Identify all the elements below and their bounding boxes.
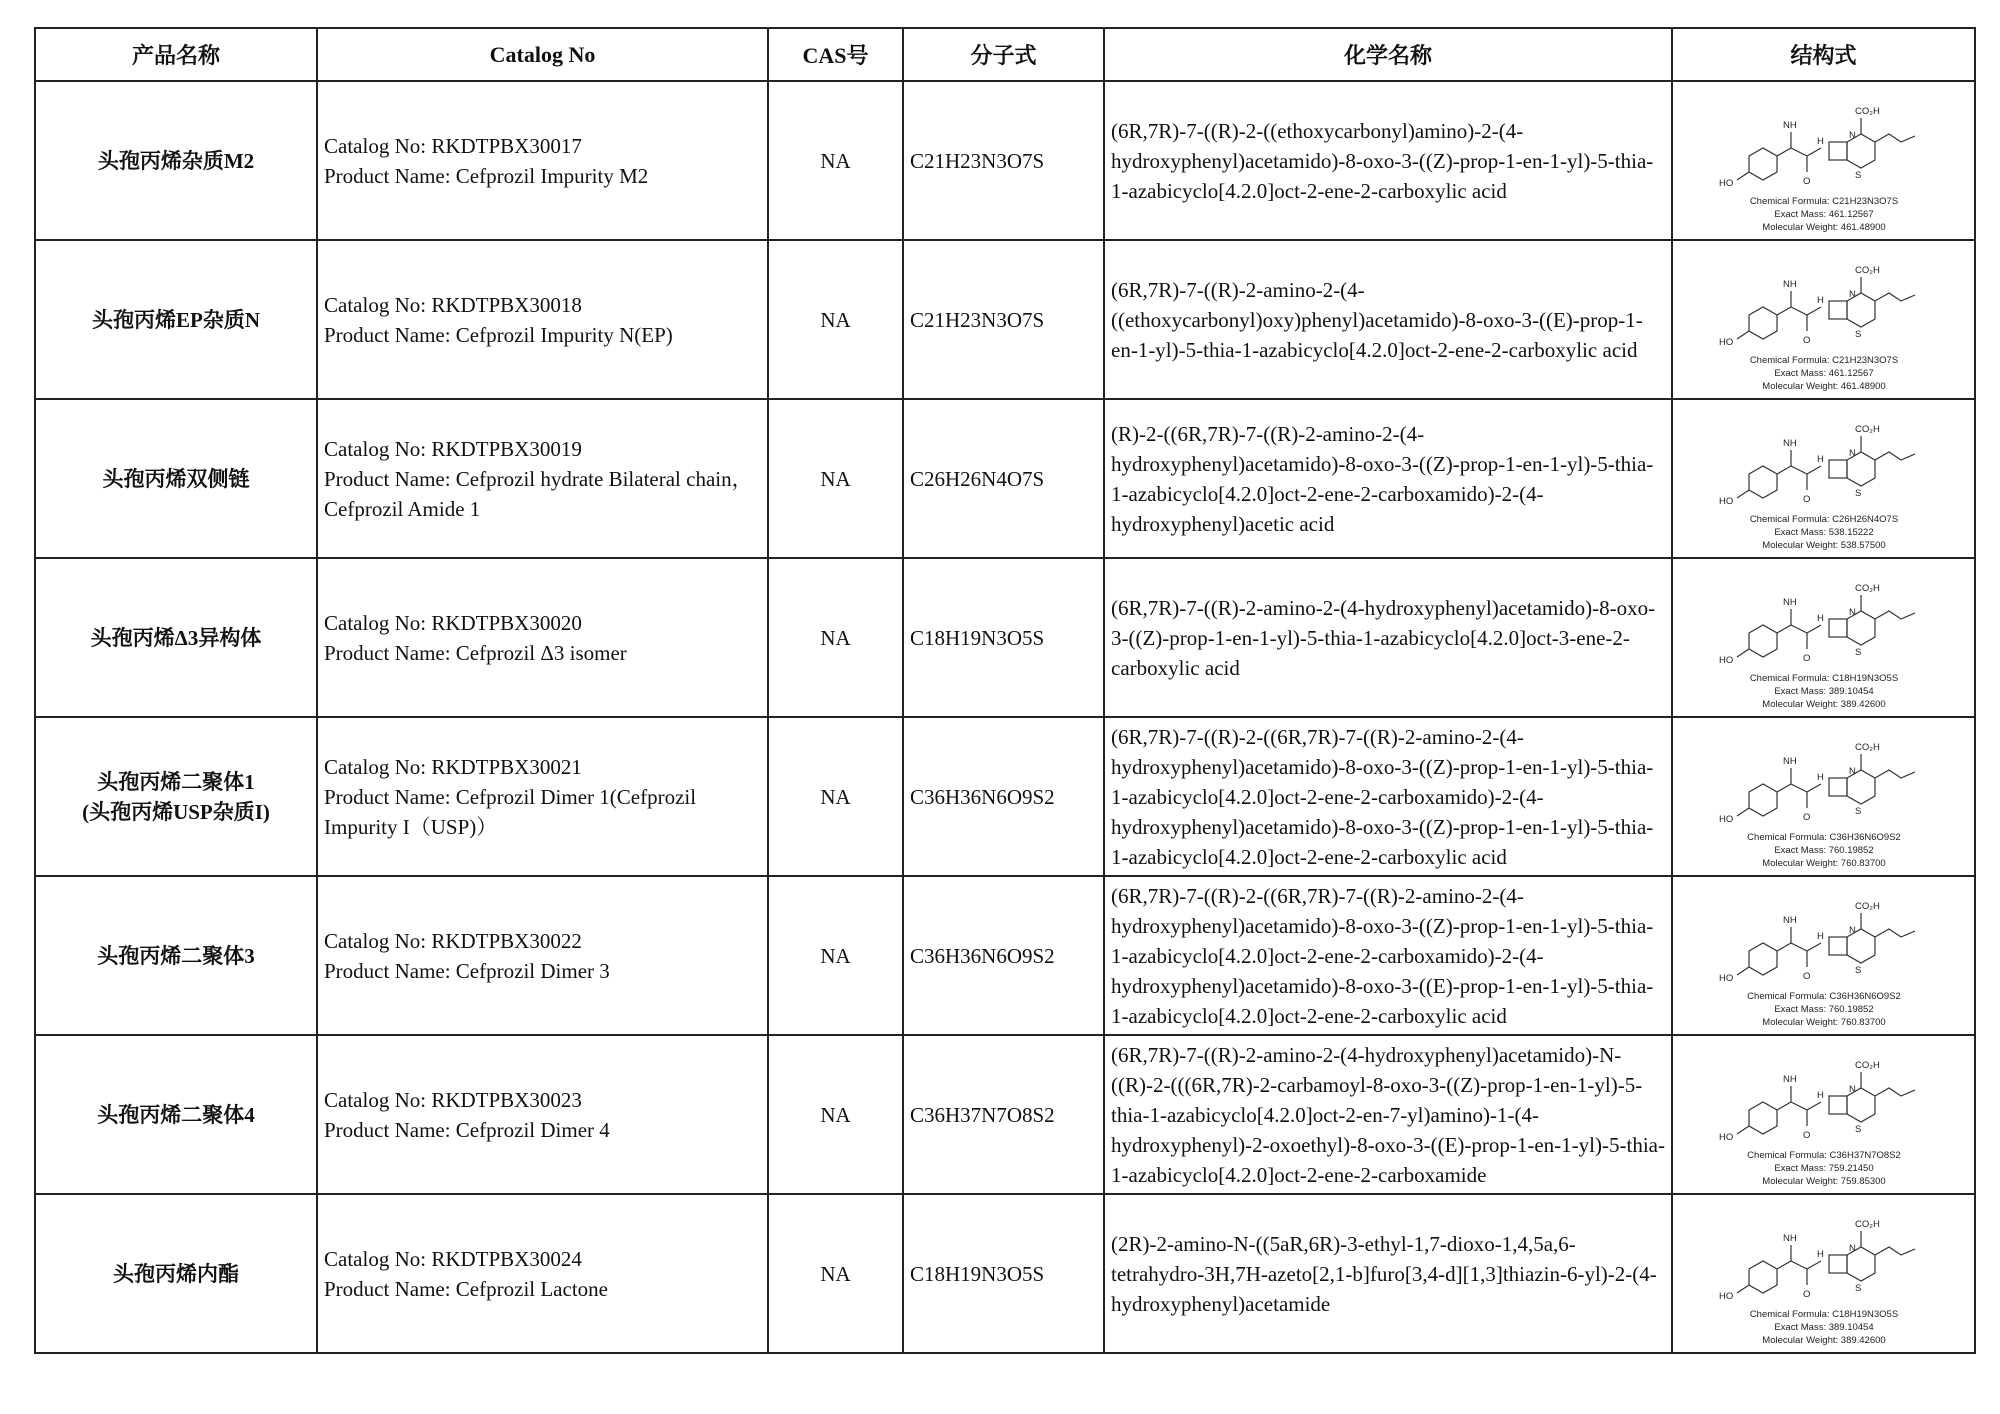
chemical-name-cell: (6R,7R)-7-((R)-2-((6R,7R)-7-((R)-2-amino-2-(4-hydroxyphenyl)acetamido)-8-oxo-3-((Z)-prop-1-en-1-yl)-5-thia-1-azabicyclo[4.2.0]oct-2-ene-2-carboxamido)-2-(4-hydroxyphenyl)acetamido)-8-oxo-3-((E)-prop-1-en-1-yl)-5-thia-1-azabicyclo[4.2.0]oct-2-ene-2-carboxylic acid	[1104, 876, 1672, 1035]
molecule-drawing	[1719, 901, 1915, 984]
formula-cell: C21H23N3O7S	[903, 81, 1104, 240]
svg-text:O: O	[1802, 1129, 1810, 1141]
catalog-cell	[317, 1035, 768, 1194]
structure-cell	[1672, 81, 1975, 240]
svg-text:S: S	[1854, 805, 1861, 817]
table-row	[35, 1194, 1975, 1353]
product-name-line: 头孢丙烯杂质M2	[97, 148, 255, 173]
cas-cell: NA	[768, 876, 903, 1035]
cas-cell: NA	[768, 399, 903, 558]
chemical-name-cell: (R)-2-((6R,7R)-7-((R)-2-amino-2-(4-hydroxyphenyl)acetamido)-8-oxo-3-((Z)-prop-1-en-1-yl)-5-thia-1-azabicyclo[4.2.0]oct-2-ene-2-carboxamido)-2-(4-hydroxyphenyl)acetic acid	[1104, 399, 1672, 558]
structure-image	[1679, 1040, 1969, 1190]
svg-text:O: O	[1802, 1288, 1810, 1300]
product-name-en: Product Name: Cefprozil Dimer 4	[324, 1117, 610, 1142]
cas-cell: NA	[768, 717, 903, 876]
svg-text:S: S	[1854, 169, 1861, 181]
chemical-name-cell: (6R,7R)-7-((R)-2-amino-2-(4-hydroxyphenyl)acetamido)-N-((R)-2-(((6R,7R)-2-carbamoyl-8-oxo-3-((Z)-prop-1-en-1-yl)-5-thia-1-azabicyclo[4.2.0]oct-2-en-7-yl)amino)-1-(4-hydroxyphenyl)-2-oxoethyl)-8-oxo-3-((E)-prop-1-en-1-yl)-5-thia-1-azabicyclo[4.2.0]oct-2-ene-2-carboxamide	[1104, 1035, 1672, 1194]
structure-cell	[1672, 876, 1975, 1035]
catalog-cell	[317, 399, 768, 558]
header-formula: 分子式	[903, 28, 1104, 81]
svg-text:NH: NH	[1782, 119, 1797, 131]
catalog-number: Catalog No: RKDTPBX30022	[324, 928, 582, 953]
structure-molecular-weight: Molecular Weight: 461.48900	[1761, 221, 1886, 233]
structure-exact-mass: Exact Mass: 461.12567	[1773, 367, 1874, 379]
svg-text:CO₂H: CO₂H	[1854, 900, 1880, 912]
svg-text:NH: NH	[1782, 914, 1797, 926]
catalog-cell	[317, 1194, 768, 1353]
svg-text:N: N	[1848, 288, 1856, 300]
svg-text:N: N	[1848, 129, 1856, 141]
structure-formula: Chemical Formula: C26H26N4O7S	[1749, 513, 1898, 525]
svg-text:S: S	[1854, 487, 1861, 499]
formula-cell: C21H23N3O7S	[903, 240, 1104, 399]
structure-formula: Chemical Formula: C18H19N3O5S	[1749, 1308, 1898, 1320]
product-name-en: Product Name: Cefprozil Impurity N(EP)	[324, 322, 673, 347]
product-name-line: 头孢丙烯内酯	[113, 1261, 239, 1286]
svg-text:HO: HO	[1718, 1290, 1733, 1302]
structure-molecular-weight: Molecular Weight: 389.42600	[1761, 698, 1886, 710]
svg-text:S: S	[1854, 1123, 1861, 1135]
svg-text:S: S	[1854, 964, 1861, 976]
structure-molecular-weight: Molecular Weight: 389.42600	[1761, 1334, 1886, 1346]
svg-text:NH: NH	[1782, 278, 1797, 290]
catalog-cell	[317, 240, 768, 399]
svg-text:N: N	[1848, 447, 1856, 459]
structure-molecular-weight: Molecular Weight: 538.57500	[1761, 539, 1886, 551]
svg-text:H: H	[1816, 453, 1824, 465]
svg-text:O: O	[1802, 334, 1810, 346]
structure-image	[1679, 563, 1969, 713]
catalog-cell	[317, 81, 768, 240]
svg-text:S: S	[1854, 328, 1861, 340]
product-name-line: 头孢丙烯二聚体3	[97, 943, 255, 968]
svg-text:CO₂H: CO₂H	[1854, 423, 1880, 435]
svg-text:N: N	[1848, 765, 1856, 777]
molecule-drawing	[1719, 424, 1915, 507]
structure-cell	[1672, 1035, 1975, 1194]
cas-cell: NA	[768, 240, 903, 399]
product-name-en: Product Name: Cefprozil Δ3 isomer	[324, 640, 627, 665]
cas-cell: NA	[768, 1035, 903, 1194]
svg-text:N: N	[1848, 606, 1856, 618]
svg-text:CO₂H: CO₂H	[1854, 1059, 1880, 1071]
structure-exact-mass: Exact Mass: 389.10454	[1773, 685, 1874, 697]
structure-image	[1679, 245, 1969, 395]
molecule-drawing	[1719, 742, 1915, 825]
table-row	[35, 1035, 1975, 1194]
structure-image	[1679, 881, 1969, 1031]
chemical-name-cell: (6R,7R)-7-((R)-2-amino-2-(4-((ethoxycarbonyl)oxy)phenyl)acetamido)-8-oxo-3-((E)-prop-1-en-1-yl)-5-thia-1-azabicyclo[4.2.0]oct-2-ene-2-carboxylic acid	[1104, 240, 1672, 399]
svg-text:HO: HO	[1718, 813, 1733, 825]
structure-image	[1679, 1199, 1969, 1349]
structure-molecular-weight: Molecular Weight: 759.85300	[1761, 1175, 1886, 1187]
product-name-line: 头孢丙烯二聚体1	[97, 769, 255, 794]
structure-cell	[1672, 717, 1975, 876]
product-name-line: 头孢丙烯双侧链	[102, 466, 250, 491]
header-catalog-no: Catalog No	[317, 28, 768, 81]
svg-text:N: N	[1848, 1083, 1856, 1095]
product-name-cell	[35, 1035, 317, 1194]
product-name-line: 头孢丙烯二聚体4	[97, 1102, 255, 1127]
structure-exact-mass: Exact Mass: 760.19852	[1773, 1003, 1874, 1015]
molecule-drawing	[1719, 1060, 1915, 1143]
svg-text:H: H	[1816, 1248, 1824, 1260]
product-name-cell	[35, 1194, 317, 1353]
svg-text:HO: HO	[1718, 654, 1733, 666]
svg-text:O: O	[1802, 493, 1810, 505]
svg-text:S: S	[1854, 1282, 1861, 1294]
molecule-drawing	[1719, 583, 1915, 666]
svg-text:NH: NH	[1782, 1232, 1797, 1244]
chemical-name-cell: (6R,7R)-7-((R)-2-amino-2-(4-hydroxyphenyl)acetamido)-8-oxo-3-((Z)-prop-1-en-1-yl)-5-thia-1-azabicyclo[4.2.0]oct-3-ene-2-carboxylic acid	[1104, 558, 1672, 717]
structure-exact-mass: Exact Mass: 538.15222	[1773, 526, 1874, 538]
chemical-name-cell: (6R,7R)-7-((R)-2-((ethoxycarbonyl)amino)-2-(4-hydroxyphenyl)acetamido)-8-oxo-3-((Z)-prop-1-en-1-yl)-5-thia-1-azabicyclo[4.2.0]oct-2-ene-2-carboxylic acid	[1104, 81, 1672, 240]
svg-text:O: O	[1802, 652, 1810, 664]
formula-cell: C36H36N6O9S2	[903, 717, 1104, 876]
catalog-number: Catalog No: RKDTPBX30023	[324, 1087, 582, 1112]
svg-text:N: N	[1848, 924, 1856, 936]
structure-cell	[1672, 399, 1975, 558]
table-row	[35, 558, 1975, 717]
structure-formula: Chemical Formula: C21H23N3O7S	[1749, 354, 1898, 366]
structure-cell	[1672, 558, 1975, 717]
structure-image	[1679, 722, 1969, 872]
svg-text:CO₂H: CO₂H	[1854, 582, 1880, 594]
cas-cell: NA	[768, 558, 903, 717]
svg-text:N: N	[1848, 1242, 1856, 1254]
svg-text:HO: HO	[1718, 972, 1733, 984]
product-name-cell	[35, 240, 317, 399]
catalog-number: Catalog No: RKDTPBX30017	[324, 133, 582, 158]
product-name-en: Product Name: Cefprozil Lactone	[324, 1276, 608, 1301]
formula-cell: C36H36N6O9S2	[903, 876, 1104, 1035]
structure-cell	[1672, 1194, 1975, 1353]
svg-text:H: H	[1816, 294, 1824, 306]
svg-text:NH: NH	[1782, 437, 1797, 449]
structure-formula: Chemical Formula: C21H23N3O7S	[1749, 195, 1898, 207]
formula-cell: C26H26N4O7S	[903, 399, 1104, 558]
table-row	[35, 876, 1975, 1035]
product-name-cell	[35, 399, 317, 558]
product-name-line: 头孢丙烯Δ3异构体	[90, 625, 262, 650]
svg-text:H: H	[1816, 771, 1824, 783]
molecule-drawing	[1719, 265, 1915, 348]
formula-cell: C36H37N7O8S2	[903, 1035, 1104, 1194]
svg-text:CO₂H: CO₂H	[1854, 741, 1880, 753]
svg-text:O: O	[1802, 811, 1810, 823]
structure-image	[1679, 404, 1969, 554]
product-table	[34, 27, 1976, 1354]
structure-exact-mass: Exact Mass: 759.21450	[1773, 1162, 1874, 1174]
svg-text:HO: HO	[1718, 177, 1733, 189]
svg-text:H: H	[1816, 135, 1824, 147]
structure-formula: Chemical Formula: C36H36N6O9S2	[1746, 831, 1901, 843]
structure-molecular-weight: Molecular Weight: 760.83700	[1761, 1016, 1886, 1028]
structure-exact-mass: Exact Mass: 760.19852	[1773, 844, 1874, 856]
chemical-name-cell: (2R)-2-amino-N-((5aR,6R)-3-ethyl-1,7-dioxo-1,4,5a,6-tetrahydro-3H,7H-azeto[2,1-b]furo[3,4-d][1,3]thiazin-6-yl)-2-(4-hydroxyphenyl)acetamide	[1104, 1194, 1672, 1353]
product-name-cell	[35, 876, 317, 1035]
product-name-en: Product Name: Cefprozil Dimer 1(Cefprozil Impurity I（USP)）	[324, 784, 697, 839]
cas-cell: NA	[768, 1194, 903, 1353]
catalog-cell	[317, 876, 768, 1035]
chemical-name-cell: (6R,7R)-7-((R)-2-((6R,7R)-7-((R)-2-amino-2-(4-hydroxyphenyl)acetamido)-8-oxo-3-((Z)-prop-1-en-1-yl)-5-thia-1-azabicyclo[4.2.0]oct-2-ene-2-carboxamido)-2-(4-hydroxyphenyl)acetamido)-8-oxo-3-((Z)-prop-1-en-1-yl)-5-thia-1-azabicyclo[4.2.0]oct-2-ene-2-carboxylic acid	[1104, 717, 1672, 876]
svg-text:CO₂H: CO₂H	[1854, 264, 1880, 276]
molecule-drawing	[1719, 106, 1915, 189]
formula-cell: C18H19N3O5S	[903, 1194, 1104, 1353]
svg-text:CO₂H: CO₂H	[1854, 105, 1880, 117]
table-row	[35, 240, 1975, 399]
structure-cell	[1672, 240, 1975, 399]
svg-text:O: O	[1802, 175, 1810, 187]
structure-molecular-weight: Molecular Weight: 461.48900	[1761, 380, 1886, 392]
product-name-en: Product Name: Cefprozil Impurity M2	[324, 163, 649, 188]
header-chem-name: 化学名称	[1104, 28, 1672, 81]
svg-text:HO: HO	[1718, 495, 1733, 507]
product-name-line: 头孢丙烯EP杂质N	[92, 307, 260, 332]
table-row	[35, 399, 1975, 558]
svg-text:CO₂H: CO₂H	[1854, 1218, 1880, 1230]
svg-text:H: H	[1816, 1089, 1824, 1101]
header-row	[35, 28, 1975, 81]
catalog-number: Catalog No: RKDTPBX30021	[324, 754, 582, 779]
svg-text:HO: HO	[1718, 336, 1733, 348]
header-cas: CAS号	[768, 28, 903, 81]
table-row	[35, 717, 1975, 876]
structure-exact-mass: Exact Mass: 461.12567	[1773, 208, 1874, 220]
header-structure: 结构式	[1672, 28, 1975, 81]
catalog-cell	[317, 717, 768, 876]
structure-molecular-weight: Molecular Weight: 760.83700	[1761, 857, 1886, 869]
product-name-cell	[35, 717, 317, 876]
structure-formula: Chemical Formula: C18H19N3O5S	[1749, 672, 1898, 684]
svg-text:H: H	[1816, 612, 1824, 624]
svg-text:O: O	[1802, 970, 1810, 982]
cas-cell: NA	[768, 81, 903, 240]
product-name-cell	[35, 558, 317, 717]
svg-text:HO: HO	[1718, 1131, 1733, 1143]
product-name-en: Product Name: Cefprozil hydrate Bilateral chain，Cefprozil Amide 1	[324, 466, 753, 521]
structure-formula: Chemical Formula: C36H36N6O9S2	[1746, 990, 1901, 1002]
product-name-line: (头孢丙烯USP杂质I)	[82, 799, 270, 824]
header-product-name: 产品名称	[35, 28, 317, 81]
catalog-number: Catalog No: RKDTPBX30024	[324, 1246, 582, 1271]
svg-text:S: S	[1854, 646, 1861, 658]
formula-cell: C18H19N3O5S	[903, 558, 1104, 717]
svg-text:NH: NH	[1782, 1073, 1797, 1085]
catalog-number: Catalog No: RKDTPBX30018	[324, 292, 582, 317]
svg-text:NH: NH	[1782, 755, 1797, 767]
catalog-cell	[317, 558, 768, 717]
catalog-number: Catalog No: RKDTPBX30019	[324, 436, 582, 461]
molecule-drawing	[1719, 1219, 1915, 1302]
structure-image	[1679, 86, 1969, 236]
table-row	[35, 81, 1975, 240]
svg-text:NH: NH	[1782, 596, 1797, 608]
structure-formula: Chemical Formula: C36H37N7O8S2	[1746, 1149, 1901, 1161]
structure-exact-mass: Exact Mass: 389.10454	[1773, 1321, 1874, 1333]
svg-text:H: H	[1816, 930, 1824, 942]
product-name-en: Product Name: Cefprozil Dimer 3	[324, 958, 610, 983]
product-name-cell	[35, 81, 317, 240]
catalog-number: Catalog No: RKDTPBX30020	[324, 610, 582, 635]
